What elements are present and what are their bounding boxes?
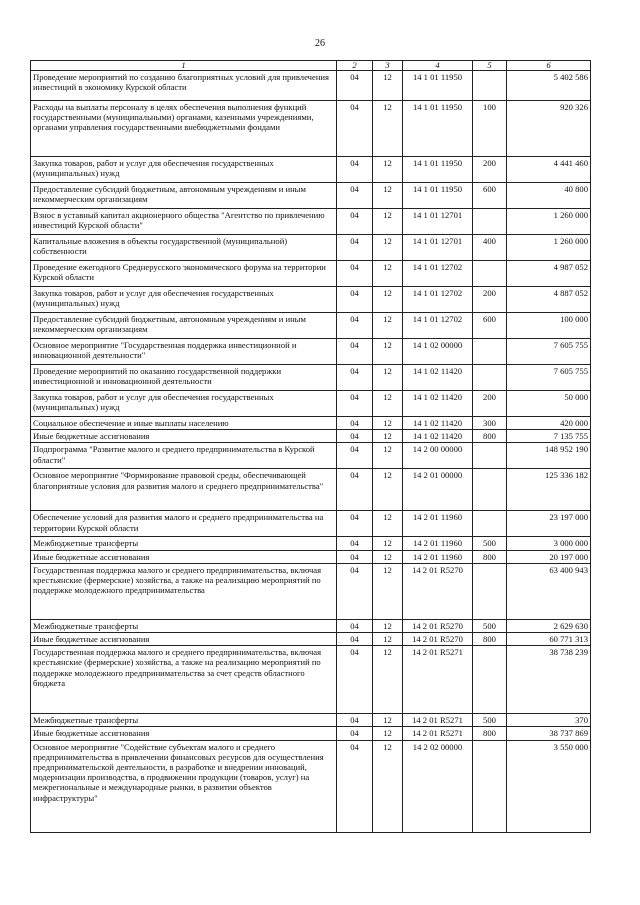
subsection-code-cell: 12 (373, 287, 403, 313)
table-row (31, 287, 591, 313)
expense-type-cell: 400 (473, 235, 507, 261)
subsection-code-cell: 12 (373, 157, 403, 183)
subsection-code-cell: 12 (373, 646, 403, 714)
table-row (31, 430, 591, 443)
section-code-cell: 04 (337, 235, 373, 261)
expense-type-cell: 800 (473, 550, 507, 563)
subsection-code-cell: 12 (373, 469, 403, 511)
target-article-cell: 14 1 01 12702 (403, 287, 473, 313)
section-code-cell: 04 (337, 740, 373, 832)
target-article-cell: 14 1 02 11420 (403, 391, 473, 417)
amount-cell: 23 197 000 (507, 511, 591, 537)
section-code-cell: 04 (337, 511, 373, 537)
expense-type-cell: 500 (473, 714, 507, 727)
expense-type-cell (473, 563, 507, 619)
target-article-cell: 14 1 01 12701 (403, 235, 473, 261)
section-code-cell: 04 (337, 71, 373, 101)
subsection-code-cell: 12 (373, 183, 403, 209)
section-code-cell: 04 (337, 646, 373, 714)
expense-type-cell: 200 (473, 157, 507, 183)
item-name-cell: Межбюджетные трансферты (31, 619, 337, 632)
amount-cell: 50 000 (507, 391, 591, 417)
header-cell: 6 (507, 61, 591, 71)
expense-type-cell: 800 (473, 727, 507, 740)
amount-cell: 38 737 869 (507, 727, 591, 740)
target-article-cell: 14 2 00 00000 (403, 443, 473, 469)
target-article-cell: 14 2 01 R5271 (403, 646, 473, 714)
target-article-cell: 14 2 01 R5271 (403, 727, 473, 740)
item-name-cell: Проведение мероприятий по созданию благоприятных условий для привлечения инвестиций в экономику Курской области (31, 71, 337, 101)
expense-type-cell (473, 261, 507, 287)
target-article-cell: 14 2 01 R5270 (403, 633, 473, 646)
subsection-code-cell: 12 (373, 727, 403, 740)
amount-cell: 420 000 (507, 417, 591, 430)
expense-type-cell: 200 (473, 391, 507, 417)
amount-cell: 2 629 630 (507, 619, 591, 632)
subsection-code-cell: 12 (373, 443, 403, 469)
table-row (31, 469, 591, 511)
table-row (31, 714, 591, 727)
expense-type-cell (473, 443, 507, 469)
expense-type-cell: 800 (473, 633, 507, 646)
subsection-code-cell: 12 (373, 235, 403, 261)
item-name-cell: Капитальные вложения в объекты государственной (муниципальной) собственности (31, 235, 337, 261)
table-row (31, 740, 591, 832)
table-row (31, 417, 591, 430)
amount-cell: 40 800 (507, 183, 591, 209)
expense-type-cell: 300 (473, 417, 507, 430)
target-article-cell: 14 2 01 00000 (403, 469, 473, 511)
item-name-cell: Иные бюджетные ассигнования (31, 727, 337, 740)
table-row (31, 443, 591, 469)
expense-type-cell: 600 (473, 313, 507, 339)
subsection-code-cell: 12 (373, 511, 403, 537)
item-name-cell: Государственная поддержка малого и среднего предпринимательства, включая крестьянские (фермерские) хозяйства, а также на реализацию мероприятий по поддержке молодежного предпринимательства (31, 563, 337, 619)
amount-cell: 4 441 460 (507, 157, 591, 183)
subsection-code-cell: 12 (373, 313, 403, 339)
expense-type-cell: 100 (473, 101, 507, 157)
target-article-cell: 14 1 01 12701 (403, 209, 473, 235)
section-code-cell: 04 (337, 417, 373, 430)
amount-cell: 370 (507, 714, 591, 727)
table-row (31, 550, 591, 563)
page-number: 26 (315, 38, 325, 49)
target-article-cell: 14 1 01 11950 (403, 183, 473, 209)
table-row (31, 511, 591, 537)
item-name-cell: Проведение ежегодного Среднерусского экономического форума на территории Курской области (31, 261, 337, 287)
expense-type-cell (473, 339, 507, 365)
section-code-cell: 04 (337, 101, 373, 157)
section-code-cell: 04 (337, 469, 373, 511)
subsection-code-cell: 12 (373, 430, 403, 443)
subsection-code-cell: 12 (373, 417, 403, 430)
item-name-cell: Основное мероприятие "Формирование правовой среды, обеспечивающей благоприятные условия для развития малого и среднего предпринимательства" (31, 469, 337, 511)
item-name-cell: Социальное обеспечение и иные выплаты населению (31, 417, 337, 430)
section-code-cell: 04 (337, 563, 373, 619)
table-row (31, 313, 591, 339)
section-code-cell: 04 (337, 287, 373, 313)
subsection-code-cell: 12 (373, 633, 403, 646)
section-code-cell: 04 (337, 183, 373, 209)
item-name-cell: Взнос в уставный капитал акционерного общества "Агентство по привлечению инвестиций Курской области" (31, 209, 337, 235)
amount-cell: 20 197 000 (507, 550, 591, 563)
target-article-cell: 14 1 01 11950 (403, 157, 473, 183)
amount-cell: 125 336 182 (507, 469, 591, 511)
budget-table (30, 60, 591, 833)
header-cell: 5 (473, 61, 507, 71)
amount-cell: 3 000 000 (507, 537, 591, 550)
item-name-cell: Подпрограмма "Развитие малого и среднего предпринимательства в Курской области" (31, 443, 337, 469)
item-name-cell: Иные бюджетные ассигнования (31, 633, 337, 646)
item-name-cell: Предоставление субсидий бюджетным, автономным учреждениям и иным некоммерческим организациям (31, 313, 337, 339)
header-row (31, 61, 591, 71)
amount-cell: 4 987 052 (507, 261, 591, 287)
amount-cell: 100 000 (507, 313, 591, 339)
expense-type-cell: 600 (473, 183, 507, 209)
subsection-code-cell: 12 (373, 261, 403, 287)
amount-cell: 148 952 190 (507, 443, 591, 469)
header-cell: 4 (403, 61, 473, 71)
amount-cell: 920 326 (507, 101, 591, 157)
table-row (31, 646, 591, 714)
expense-type-cell (473, 511, 507, 537)
subsection-code-cell: 12 (373, 365, 403, 391)
item-name-cell: Межбюджетные трансферты (31, 714, 337, 727)
section-code-cell: 04 (337, 430, 373, 443)
section-code-cell: 04 (337, 619, 373, 632)
target-article-cell: 14 1 02 11420 (403, 365, 473, 391)
target-article-cell: 14 1 02 11420 (403, 417, 473, 430)
table-row (31, 365, 591, 391)
table-row (31, 71, 591, 101)
amount-cell: 1 260 000 (507, 209, 591, 235)
subsection-code-cell: 12 (373, 339, 403, 365)
target-article-cell: 14 1 02 11420 (403, 430, 473, 443)
amount-cell: 4 887 052 (507, 287, 591, 313)
expense-type-cell: 800 (473, 430, 507, 443)
target-article-cell: 14 1 02 00000 (403, 339, 473, 365)
item-name-cell: Расходы на выплаты персоналу в целях обеспечения выполнения функций государственными (муниципальными) органами, казенными учреждениями, органами управления государственными внебюджетными фондами (31, 101, 337, 157)
expense-type-cell (473, 469, 507, 511)
table-row (31, 727, 591, 740)
amount-cell: 7 135 755 (507, 430, 591, 443)
item-name-cell: Иные бюджетные ассигнования (31, 430, 337, 443)
section-code-cell: 04 (337, 313, 373, 339)
expense-type-cell (473, 365, 507, 391)
table-row (31, 157, 591, 183)
expense-type-cell (473, 740, 507, 832)
subsection-code-cell: 12 (373, 563, 403, 619)
table-row (31, 391, 591, 417)
subsection-code-cell: 12 (373, 101, 403, 157)
target-article-cell: 14 1 01 11950 (403, 71, 473, 101)
item-name-cell: Иные бюджетные ассигнования (31, 550, 337, 563)
item-name-cell: Закупка товаров, работ и услуг для обеспечения государственных (муниципальных) нужд (31, 157, 337, 183)
section-code-cell: 04 (337, 391, 373, 417)
target-article-cell: 14 2 02 00000 (403, 740, 473, 832)
item-name-cell: Проведение мероприятий по оказанию государственной поддержки инвестиционной и инновационной деятельности (31, 365, 337, 391)
section-code-cell: 04 (337, 443, 373, 469)
amount-cell: 60 771 313 (507, 633, 591, 646)
header-cell: 1 (31, 61, 337, 71)
item-name-cell: Предоставление субсидий бюджетным, автономным учреждениям и иным некоммерческим организациям (31, 183, 337, 209)
subsection-code-cell: 12 (373, 740, 403, 832)
amount-cell: 38 738 239 (507, 646, 591, 714)
header-cell: 3 (373, 61, 403, 71)
target-article-cell: 14 1 01 12702 (403, 261, 473, 287)
target-article-cell: 14 2 01 R5270 (403, 619, 473, 632)
table-row (31, 209, 591, 235)
subsection-code-cell: 12 (373, 391, 403, 417)
amount-cell: 63 400 943 (507, 563, 591, 619)
amount-cell: 5 402 586 (507, 71, 591, 101)
target-article-cell: 14 2 01 R5271 (403, 714, 473, 727)
table-row (31, 619, 591, 632)
table-row (31, 101, 591, 157)
item-name-cell: Закупка товаров, работ и услуг для обеспечения государственных (муниципальных) нужд (31, 287, 337, 313)
table-row (31, 235, 591, 261)
subsection-code-cell: 12 (373, 619, 403, 632)
expense-type-cell (473, 646, 507, 714)
item-name-cell: Основное мероприятие "Содействие субъектам малого и среднего предпринимательства в привлечении финансовых ресурсов для осуществления предпринимательской деятельности, в разработке и внедрении инноваций, модернизации производства, в продвижении продукции (товаров, услуг) на межрегиональные и международные рынки, в развитии объектов инфраструктуры" (31, 740, 337, 832)
subsection-code-cell: 12 (373, 714, 403, 727)
subsection-code-cell: 12 (373, 71, 403, 101)
table-row (31, 633, 591, 646)
section-code-cell: 04 (337, 339, 373, 365)
table-row (31, 183, 591, 209)
table-row (31, 537, 591, 550)
amount-cell: 7 605 755 (507, 365, 591, 391)
item-name-cell: Закупка товаров, работ и услуг для обеспечения государственных (муниципальных) нужд (31, 391, 337, 417)
section-code-cell: 04 (337, 633, 373, 646)
header-cell: 2 (337, 61, 373, 71)
item-name-cell: Основное мероприятие "Государственная поддержка инвестиционной и инновационной деятельности" (31, 339, 337, 365)
amount-cell: 1 260 000 (507, 235, 591, 261)
target-article-cell: 14 2 01 11960 (403, 550, 473, 563)
section-code-cell: 04 (337, 365, 373, 391)
section-code-cell: 04 (337, 537, 373, 550)
amount-cell: 3 550 000 (507, 740, 591, 832)
item-name-cell: Межбюджетные трансферты (31, 537, 337, 550)
item-name-cell: Обеспечение условий для развития малого и среднего предпринимательства на территории Курской области (31, 511, 337, 537)
table-row (31, 339, 591, 365)
subsection-code-cell: 12 (373, 209, 403, 235)
expense-type-cell: 200 (473, 287, 507, 313)
section-code-cell: 04 (337, 550, 373, 563)
target-article-cell: 14 2 01 11960 (403, 537, 473, 550)
table-row (31, 563, 591, 619)
target-article-cell: 14 2 01 R5270 (403, 563, 473, 619)
table-row (31, 261, 591, 287)
subsection-code-cell: 12 (373, 537, 403, 550)
section-code-cell: 04 (337, 157, 373, 183)
expense-type-cell (473, 71, 507, 101)
section-code-cell: 04 (337, 261, 373, 287)
item-name-cell: Государственная поддержка малого и среднего предпринимательства, включая крестьянские (фермерские) хозяйства, а также на реализацию мероприятий по поддержке молодежного предпринимательства за счет средств областного бюджета (31, 646, 337, 714)
section-code-cell: 04 (337, 727, 373, 740)
expense-type-cell: 500 (473, 537, 507, 550)
section-code-cell: 04 (337, 209, 373, 235)
section-code-cell: 04 (337, 714, 373, 727)
subsection-code-cell: 12 (373, 550, 403, 563)
target-article-cell: 14 2 01 11960 (403, 511, 473, 537)
expense-type-cell: 500 (473, 619, 507, 632)
amount-cell: 7 605 755 (507, 339, 591, 365)
target-article-cell: 14 1 01 12702 (403, 313, 473, 339)
expense-type-cell (473, 209, 507, 235)
target-article-cell: 14 1 01 11950 (403, 101, 473, 157)
